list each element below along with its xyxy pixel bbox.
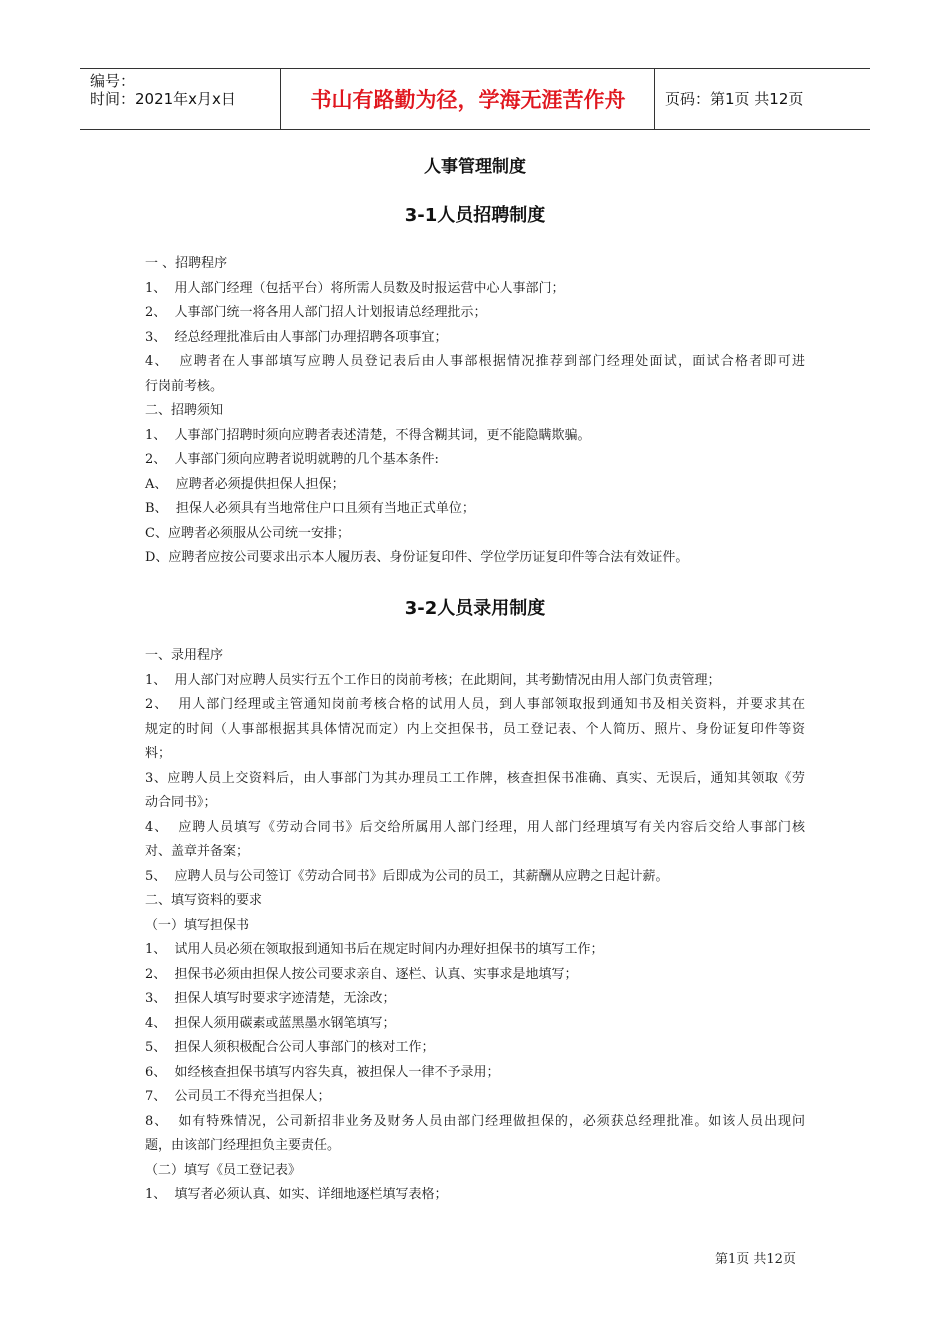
paragraph-line: 2、 担保书必须由担保人按公司要求亲自、逐栏、认真、实事求是地填写； xyxy=(145,966,578,982)
paragraph-line: 1、 用人部门对应聘人员实行五个工作日的岗前考核；在此期间，其考勤情况由用人部门负责管理； xyxy=(145,672,721,688)
paragraph-line: 4、 应聘人员填写《劳动合同书》后交给所属用人部门经理，用人部门经理填写有关内容后交给人事部门核 xyxy=(145,819,805,835)
paragraph-line: 题，由该部门经理担负主要责任。 xyxy=(145,1138,341,1153)
paragraph-line: 1、 试用人员必须在领取报到通知书后在规定时间内办理好担保书的填写工作； xyxy=(145,942,604,957)
paragraph-line: 4、 应聘者在人事部填写应聘人员登记表后由人事部根据情况推荐到部门经理处面试，面试合格者即可进 xyxy=(145,354,805,369)
paragraph-line: A、 应聘者必须提供担保人担保； xyxy=(145,476,345,492)
page-footer: 第1页 共12页 xyxy=(715,1252,796,1267)
paragraph-line: B、 担保人必须具有当地常住户口且须有当地正式单位； xyxy=(145,501,475,516)
paragraph-line: 二、招聘须知 xyxy=(145,403,224,418)
section-title-hiring: 3-2人员录用制度 xyxy=(404,598,546,619)
paragraph-line: 动合同书》； xyxy=(145,795,217,810)
section-body-hiring xyxy=(145,644,805,1208)
paragraph-line: 料； xyxy=(145,746,172,761)
paragraph-line: 规定的时间（人事部根据其具体情况而定）内上交担保书，员工登记表、个人简历、照片、身份证复印件等资 xyxy=(145,721,805,737)
page-header xyxy=(80,68,870,130)
document-title: 人事管理制度 xyxy=(424,157,526,177)
paragraph-line: C、应聘者必须服从公司统一安排； xyxy=(145,525,350,541)
paragraph-line: （二）填写《员工登记表》 xyxy=(145,1162,302,1178)
paragraph-line: 8、 如有特殊情况，公司新招非业务及财务人员由部门经理做担保的，必须获总经理批准。如该人员出现问 xyxy=(145,1113,805,1129)
paragraph-line: 3、应聘人员上交资料后，由人事部门为其办理员工工作牌，核查担保书准确、真实、无误后，通知其领取《劳 xyxy=(145,770,805,786)
header-page-number: 页码：第1页 共12页 xyxy=(665,90,804,108)
header-motto-cell xyxy=(281,69,655,129)
paragraph-line: D、应聘者应按公司要求出示本人履历表、身份证复印件、学位学历证复印件等合法有效证件。 xyxy=(145,550,689,565)
paragraph-line: 行岗前考核。 xyxy=(145,378,224,394)
paragraph-line: 对、盖章并备案； xyxy=(145,844,250,859)
paragraph-line: 一、录用程序 xyxy=(145,648,224,663)
header-meta-cell xyxy=(80,69,281,129)
paragraph-line: 1、 填写者必须认真、如实、详细地逐栏填写表格； xyxy=(145,1187,448,1202)
paragraph-line: 3、 担保人填写时要求字迹清楚，无涂改； xyxy=(145,991,396,1006)
section-body-recruitment xyxy=(145,252,805,571)
paragraph-line: 2、 人事部门统一将各用人部门招人计划报请总经理批示； xyxy=(145,305,487,320)
paragraph-line: 5、 应聘人员与公司签订《劳动合同书》后即成为公司的员工，其薪酬从应聘之日起计薪。 xyxy=(145,868,669,884)
paragraph-line: （一）填写担保书 xyxy=(145,917,250,933)
paragraph-line: 2、 用人部门经理或主管通知岗前考核合格的试用人员，到人事部领取报到通知书及相关资料，并要求其在 xyxy=(145,697,805,712)
paragraph-line: 2、 人事部门须向应聘者说明就聘的几个基本条件: xyxy=(145,452,439,467)
header-motto: 书山有路勤为径，学海无涯苦作舟 xyxy=(310,88,626,112)
paragraph-line: 1、 人事部门招聘时须向应聘者表述清楚，不得含糊其词，更不能隐瞒欺骗。 xyxy=(145,427,591,443)
paragraph-line: 6、 如经核查担保书填写内容失真，被担保人一律不予录用； xyxy=(145,1064,500,1080)
paragraph-line: 3、 经总经理批准后由人事部门办理招聘各项事宜； xyxy=(145,329,448,345)
header-page-cell xyxy=(655,69,870,129)
paragraph-line: 4、 担保人须用碳素或蓝黑墨水钢笔填写； xyxy=(145,1015,396,1031)
paragraph-line: 二、填写资料的要求 xyxy=(145,893,263,908)
section-title-recruitment: 3-1人员招聘制度 xyxy=(404,205,546,226)
document-number-label: 编号： xyxy=(90,72,136,90)
paragraph-line: 一 、招聘程序 xyxy=(145,256,228,271)
document-date-label: 时间：2021年x月x日 xyxy=(90,90,236,108)
paragraph-line: 5、 担保人须积极配合公司人事部门的核对工作； xyxy=(145,1040,435,1055)
paragraph-line: 1、 用人部门经理（包括平台）将所需人员数及时报运营中心人事部门； xyxy=(145,280,565,296)
paragraph-line: 7、 公司员工不得充当担保人； xyxy=(145,1089,331,1104)
